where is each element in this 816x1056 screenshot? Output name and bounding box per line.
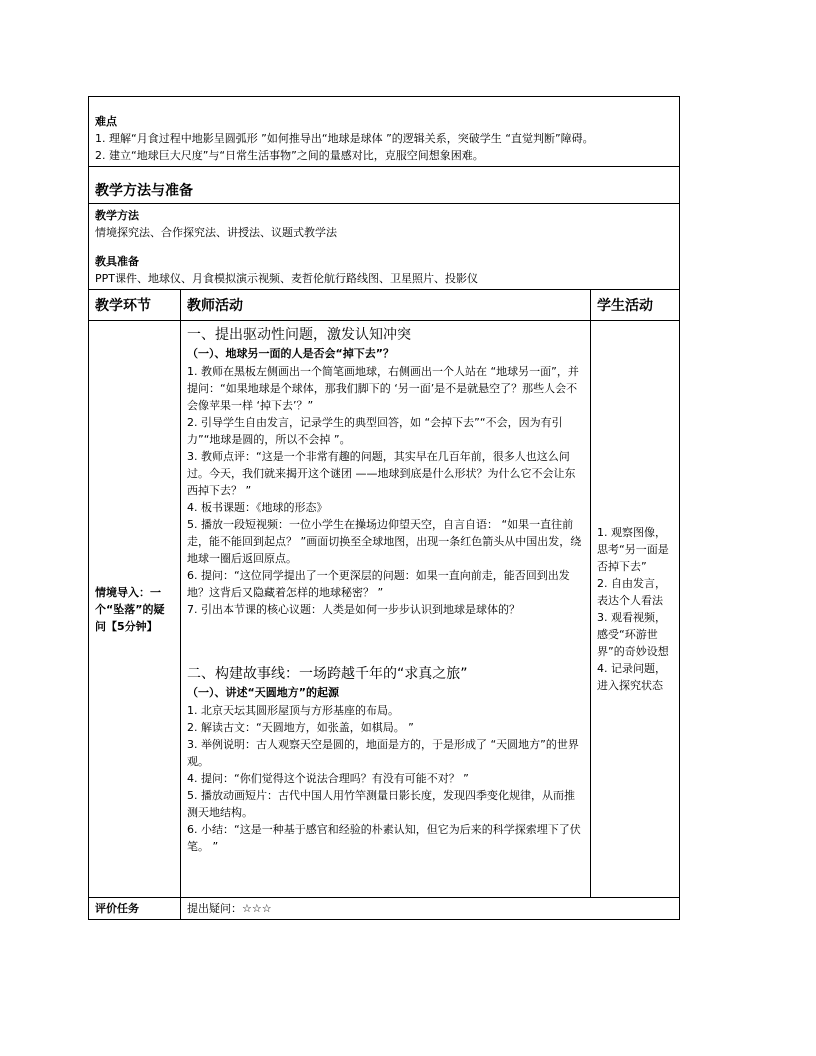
part2-subtitle: （一）、讲述“天圆地方”的起源	[187, 686, 339, 699]
lesson-plan-table	[88, 96, 680, 920]
methods-title-row	[89, 167, 680, 204]
student-item: 2. 自由发言，表达个人看法	[597, 577, 666, 607]
part1-item: 7. 引出本节课的核心议题：人类是如何一步步认识到地球是球体的？	[187, 603, 520, 616]
teacher-header: 教师活动	[181, 290, 591, 321]
stage-label: 情境导入：一个“坠落”的疑问【5分钟】	[89, 321, 181, 898]
difficulty-cell	[89, 97, 680, 167]
difficulty-item: 1. 理解“月食过程中地影呈圆弧形 ”如何推导出“地球是球体 ”的逻辑关系，突破学生 “直觉判断”障碍。	[95, 132, 594, 145]
method-text: 情境探究法、合作探究法、讲授法、议题式教学法	[95, 226, 337, 239]
student-item: 1. 观察图像，思考“另一面是否掉下去”	[597, 526, 669, 573]
part2-item: 4. 提问：“你们觉得这个说法合理吗？有没有可能不对？ ”	[187, 772, 469, 785]
spacer	[187, 618, 584, 662]
difficulty-row	[89, 97, 680, 167]
spacer	[95, 241, 673, 253]
part2-title: 二、构建故事线：一场跨越千年的“求真之旅”	[187, 666, 468, 682]
activity-row	[89, 321, 680, 898]
methods-cell	[89, 204, 680, 290]
part2-item: 5. 播放动画短片：古代中国人用竹竿测量日影长度，发现四季变化规律，从而推测天地结构。	[187, 789, 575, 819]
evaluation-text: 提出疑问：☆☆☆	[181, 898, 680, 920]
part1-item: 4. 板书课题：《地球的形态》	[187, 501, 328, 514]
methods-section-title: 教学方法与准备	[89, 167, 680, 204]
evaluation-row	[89, 898, 680, 920]
part2-item: 2. 解读古文：“天圆地方，如张盖，如棋局。 ”	[187, 721, 414, 734]
part1-subtitle: （一）、地球另一面的人是否会“掉下去”？	[187, 347, 394, 360]
student-header: 学生活动	[591, 290, 680, 321]
student-activity-cell	[591, 321, 680, 898]
difficulty-item: 2. 建立“地球巨大尺度”与“日常生活事物”之间的量感对比，克服空间想象困难。	[95, 149, 484, 162]
evaluation-label: 评价任务	[89, 898, 181, 920]
part2-item: 3. 举例说明：古人观察天空是圆的，地面是方的，于是形成了 “天圆地方”的世界观。	[187, 738, 579, 768]
methods-row	[89, 204, 680, 290]
part2-item: 6. 小结：“这是一种基于感官和经验的朴素认知，但它为后来的科学探索埋下了伏笔。 ”	[187, 823, 581, 853]
header-row	[89, 290, 680, 321]
student-item: 3. 观看视频，感受“环游世界”的奇妙设想	[597, 611, 669, 658]
part2-item: 1. 北京天坛其圆形屋顶与方形基座的布局。	[187, 704, 399, 717]
teacher-activity-cell	[181, 321, 591, 898]
stage-header: 教学环节	[89, 290, 181, 321]
part1-item: 6. 提问：“这位同学提出了一个更深层的问题：如果一直向前走，能否回到出发地？这背后又隐藏着怎样的地球秘密？ ”	[187, 569, 570, 599]
part1-item: 1. 教师在黑板左侧画出一个简笔画地球，右侧画出一个人站在 “地球另一面”，并提问：“如果地球是个球体，那我们脚下的 ‘另一面’是不是就悬空了？那些人会不会像苹果一样 ‘掉下去’？”	[187, 365, 579, 412]
tools-text: PPT课件、地球仪、月食模拟演示视频、麦哲伦航行路线图、卫星照片、投影仪	[95, 272, 478, 285]
tools-label: 教具准备	[95, 255, 139, 268]
student-item: 4. 记录问题，进入探究状态	[597, 662, 666, 692]
part1-item: 5. 播放一段短视频：一位小学生在操场边仰望天空，自言自语： “如果一直往前走，能不能回到起点？ ”画面切换至全球地图，出现一条红色箭头从中国出发，绕地球一圈后返回原点。	[187, 518, 582, 565]
part1-item: 2. 引导学生自由发言，记录学生的典型回答，如 “会掉下去”“不会，因为有引力”“地球是圆的，所以不会掉 ”。	[187, 416, 563, 446]
part1-item: 3. 教师点评：“这是一个非常有趣的问题，其实早在几百年前，很多人也这么问过。今天，我们就来揭开这个谜团 ——地球到底是什么形状？为什么它不会让东西掉下去？ ”	[187, 450, 576, 497]
difficulty-title: 难点	[95, 115, 117, 128]
part1-title: 一、提出驱动性问题，激发认知冲突	[187, 327, 411, 343]
method-label: 教学方法	[95, 209, 139, 222]
